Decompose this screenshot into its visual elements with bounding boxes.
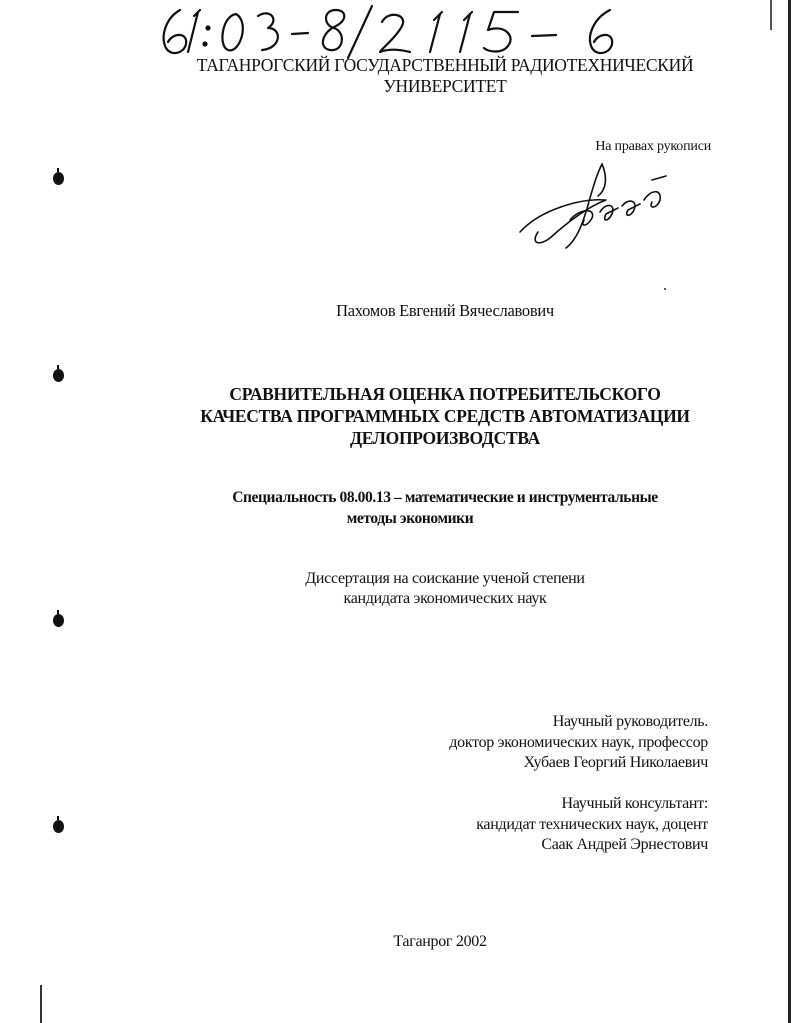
consultant-role: Научный консультант:: [561, 795, 708, 812]
binding-hole-mark: [53, 369, 64, 382]
supervisor-block: [288, 712, 708, 774]
scan-speck: [664, 288, 666, 290]
specialty-line-1: Специальность 08.00.13 – математические и инструментальные: [232, 489, 658, 506]
specialty: [180, 487, 710, 529]
scan-edge-mark: [40, 985, 42, 1023]
supervisor-name: Хубаев Георгий Николаевич: [523, 754, 708, 771]
university-name: [160, 55, 730, 97]
title-line-3: ДЕЛОПРОИЗВОДСТВА: [350, 428, 540, 448]
degree-line-2: кандидата экономических наук: [343, 590, 547, 607]
degree-line-1: Диссертация на соискание ученой степени: [305, 570, 585, 587]
consultant-block: [288, 794, 708, 856]
university-line-2: УНИВЕРСИТЕТ: [383, 76, 507, 96]
scan-edge-mark: [770, 0, 772, 30]
consultant-name: Саак Андрей Эрнестович: [541, 836, 708, 853]
dissertation-title: [150, 383, 740, 449]
specialty-line-2: методы экономики: [346, 510, 474, 527]
binding-hole-mark: [53, 820, 64, 833]
university-line-1: ТАГАНРОГСКИЙ ГОСУДАРСТВЕННЫЙ РАДИОТЕХНИЧЕСКИЙ: [196, 55, 694, 75]
degree-statement: [200, 569, 690, 609]
consultant-degree: кандидат технических наук, доцент: [476, 815, 708, 833]
author-signature: [510, 160, 680, 255]
title-line-2: КАЧЕСТВА ПРОГРАММНЫХ СРЕДСТВ АВТОМАТИЗАЦИИ: [200, 406, 690, 426]
binding-hole-mark: [53, 172, 64, 185]
binding-hole-mark: [53, 614, 64, 627]
supervisor-degree: доктор экономических наук, профессор: [449, 733, 708, 751]
handwritten-archive-code: [158, 2, 628, 62]
supervisor-role: Научный руководитель.: [552, 713, 708, 730]
manuscript-note: На правах рукописи: [595, 139, 711, 154]
city-year: Таганрог 2002: [393, 933, 487, 950]
title-line-1: СРАВНИТЕЛЬНАЯ ОЦЕНКА ПОТРЕБИТЕЛЬСКОГО: [229, 384, 661, 404]
author-name: Пахомов Евгений Вячеславович: [336, 301, 554, 320]
